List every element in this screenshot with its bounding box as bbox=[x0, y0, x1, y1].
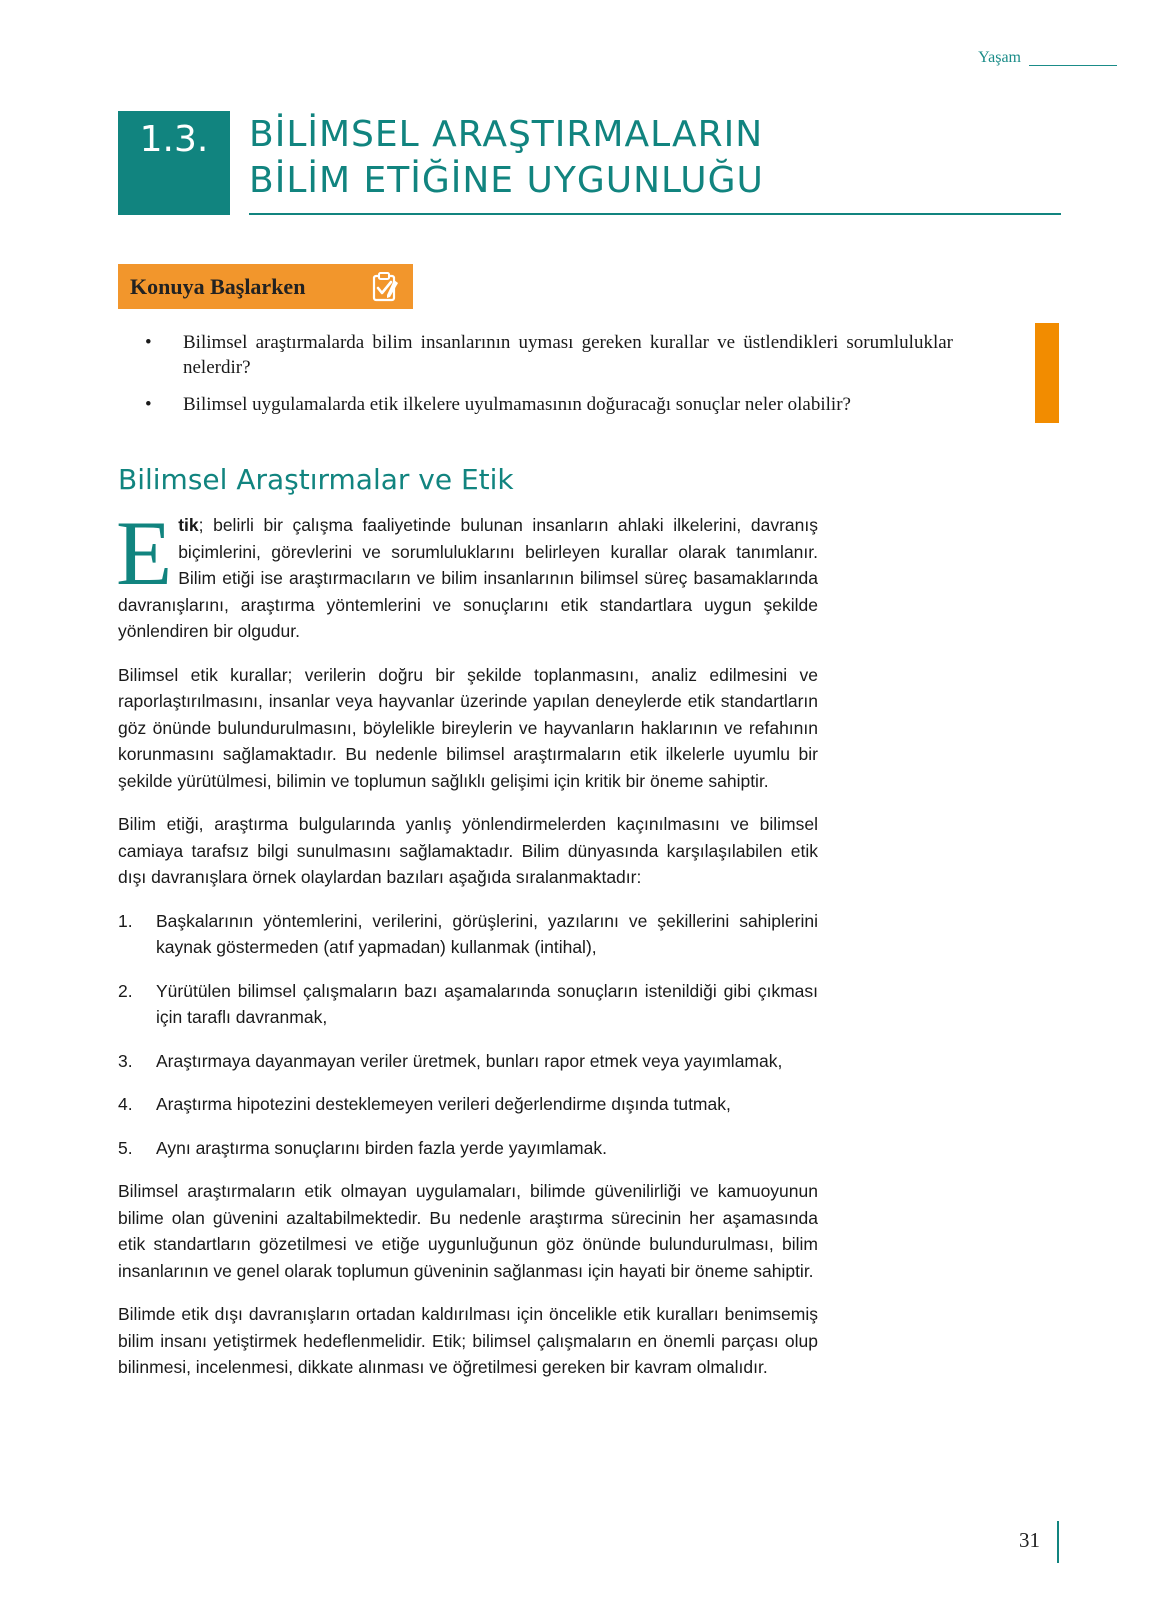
page-number: 31 bbox=[1019, 1528, 1040, 1552]
list-number: 2. bbox=[118, 980, 133, 1001]
chapter-title-line-2: BİLİM ETİĞİNE UYGUNLUĞU bbox=[249, 160, 764, 201]
list-item bbox=[118, 1091, 818, 1118]
list-number: 1. bbox=[118, 910, 133, 931]
paragraph-5: Bilimde etik dışı davranışların ortadan kaldırılması için öncelikle etik kuralları benimsemiş bilim insanı yetiştirmek hedeflenmelidir. Etik; bilimsel çalışmaların en önemli parçası olup bilinmesi, incelenmesi, dikkate alınması ve öğretilmesi gereken bir kavram olmalıdır. bbox=[118, 1304, 818, 1377]
chapter-title-line-1: BİLİMSEL ARAŞTIRMALARIN bbox=[249, 114, 764, 155]
page-number-rule bbox=[1057, 1521, 1059, 1563]
intro-questions bbox=[145, 330, 953, 429]
intro-box bbox=[118, 264, 413, 309]
chapter-number: 1.3. bbox=[118, 111, 230, 215]
list-item bbox=[118, 908, 818, 961]
body-text bbox=[116, 502, 818, 1398]
margin-tab bbox=[1035, 323, 1059, 423]
list-number: 4. bbox=[118, 1094, 133, 1114]
drop-cap: E bbox=[116, 502, 173, 604]
list-item bbox=[118, 1135, 818, 1162]
paragraph-1 bbox=[116, 502, 818, 645]
paragraph-1-text: ; belirli bir çalışma faaliyetinde bulunan insanların ahlaki ilkelerini, davranış biçimlerini, görevlerini ve sorumluluklarını belirleyen kurallar olarak tanımlanır. Bilim etiği ise araştırmacıların ve bilim insanlarının bilimsel süreç basamaklarında davranışlarını, araştırma yöntemlerini ve sonuçlarını etik standartlara uygun şekilde yönlendiren bir olgudur. bbox=[118, 515, 818, 641]
running-header bbox=[978, 49, 1117, 67]
header-rule bbox=[1029, 65, 1117, 66]
list-item bbox=[118, 978, 818, 1031]
unethical-examples-list bbox=[118, 908, 818, 1162]
paragraph-2: Bilimsel etik kurallar; verilerin doğru bir şekilde toplanmasını, analiz edilmesini ve raporlaştırılmasını, insanlar veya hayvanlar üzerinde yapılan deneylerde etik standartların göz önünde bulundurulmasını, böylelikle bireylerin ve hayvanların haklarının ve refahının korunmasını sağlamaktadır. Bu nedenle bilimsel araştırmaların etik ilkelerle uyumlu bir şekilde yürütülmesi, bilimin ve toplumun sağlıklı gelişimi için kritik bir öneme sahiptir. bbox=[118, 664, 818, 791]
intro-question: • Bilimsel araştırmalarda bilim insanlarının uyması gereken kurallar ve üstlendikleri sorumluluklar nelerdir? bbox=[145, 330, 953, 380]
list-text: Yürütülen bilimsel çalışmaların bazı aşamalarında sonuçların istenildiği gibi çıkması için taraflı davranmak, bbox=[156, 980, 818, 1027]
paragraph-3: Bilim etiği, araştırma bulgularında yanlış yönlendirmelerden kaçınılmasını ve bilimsel camiaya tarafsız bilgi sunulmasını sağlamaktadır. Bilim dünyasında karşılaşılabilen etik dışı davranışlara örnek olaylardan bazıları aşağıda sıralanmaktadır: bbox=[118, 814, 818, 887]
list-number: 5. bbox=[118, 1137, 133, 1158]
chapter-title bbox=[249, 112, 1061, 204]
list-text: Aynı araştırma sonuçlarını birden fazla yerde yayımlamak. bbox=[156, 1137, 607, 1158]
list-text: Araştırma hipotezini desteklemeyen verileri değerlendirme dışında tutmak, bbox=[156, 1094, 731, 1114]
section-heading: Bilimsel Araştırmalar ve Etik bbox=[118, 463, 514, 496]
list-text: Başkalarının yöntemlerini, verilerini, görüşlerini, yazılarını ve şekillerini sahiplerini kaynak göstermeden (atıf yapmadan) kullanmak (intihal), bbox=[156, 910, 818, 957]
paragraph-4: Bilimsel araştırmaların etik olmayan uygulamaları, bilimde güvenilirliği ve kamuoyunun bilime olan güvenini azaltabilmektedir. Bu nedenle araştırma sürecinin her aşamasında etik standartların gözetilmesi ve etiğe uygunluğunun göz önünde bulundurulması, bilim insanlarının ve genel olarak toplumun güveninin sağlanması için hayati bir öneme sahiptir. bbox=[118, 1181, 818, 1281]
intro-box-label: Konuya Başlarken bbox=[130, 273, 306, 299]
list-item bbox=[118, 1048, 818, 1075]
term-bold: tik bbox=[178, 515, 199, 535]
list-number: 3. bbox=[118, 1050, 133, 1071]
intro-question: • Bilimsel uygulamalarda etik ilkelere uyulmamasının doğuracağı sonuçlar neler olabilir? bbox=[145, 392, 953, 417]
title-underline bbox=[249, 213, 1061, 215]
list-text: Araştırmaya dayanmayan veriler üretmek, bunları rapor etmek veya yayımlamak, bbox=[156, 1050, 783, 1071]
checklist-icon bbox=[370, 271, 400, 303]
running-header-label: Yaşam bbox=[978, 49, 1021, 66]
